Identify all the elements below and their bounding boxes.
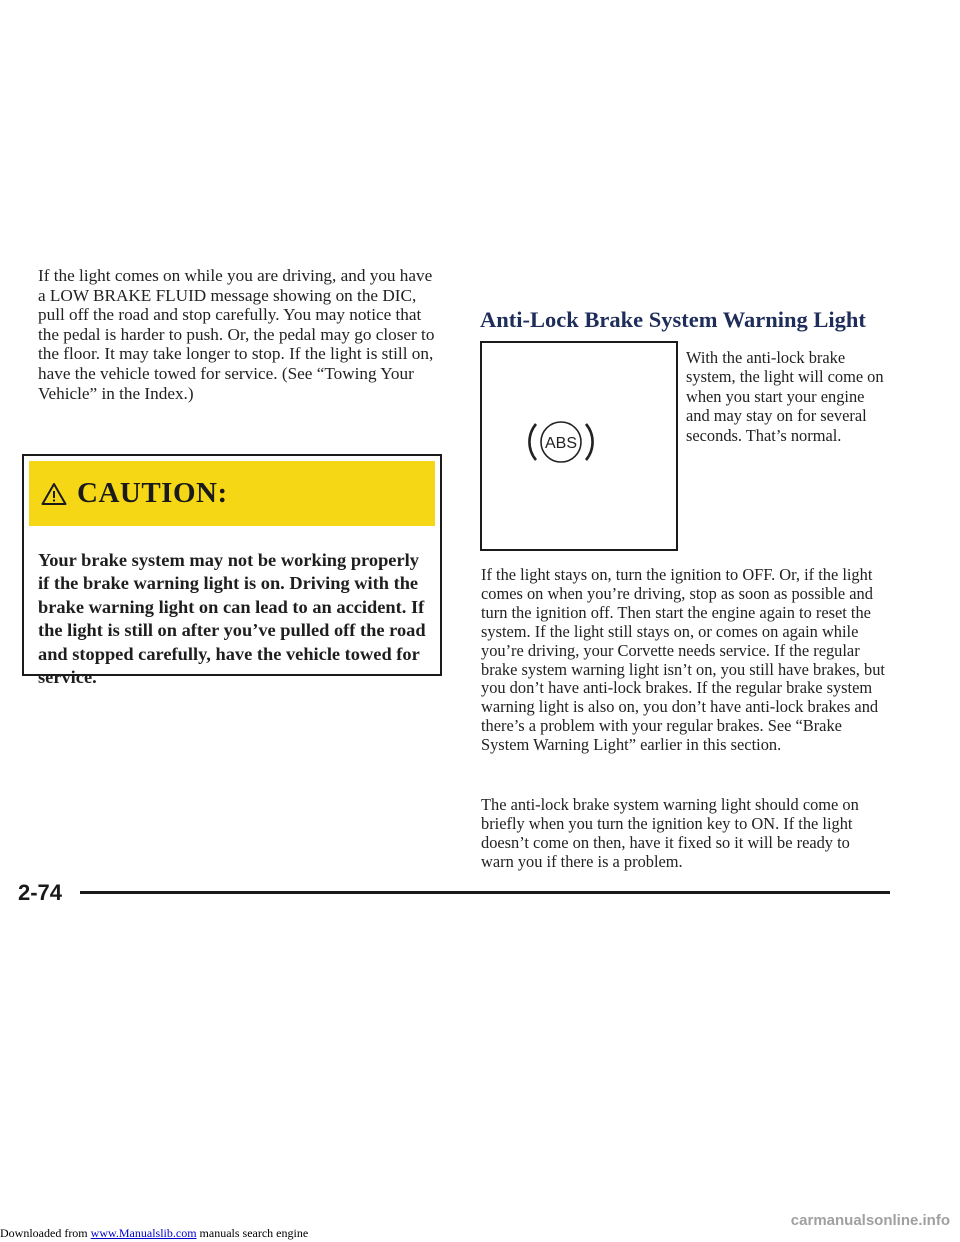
abs-illustration-box	[480, 341, 678, 551]
page-number: 2-74	[18, 880, 63, 905]
caution-text: Your brake system may not be working properly if the brake warning light is on. Driving with the brake warning light on can lead to an accident. If the light is still on after you’ve pulled off the road and stopped carefully, have the vehicle towed for service.	[38, 550, 426, 688]
abs-paragraph-2: The anti-lock brake system warning light should come on briefly when you turn the ignition key to ON. If the light doesn’t come on then, have it fixed so it will be ready to warn you if there is a problem.	[481, 795, 859, 871]
caution-box	[22, 454, 442, 688]
abs-paragraph-1: If the light stays on, turn the ignition to OFF. Or, if the light comes on when you’re driving, stop as soon as possible and turn the ignition off. Then start the engine again to reset the system. If the light still stays on, or comes on again while you’re driving, your Corvette needs service. If the regular brake system warning light isn’t on, you still have brakes, but you don’t have anti-lock brakes. If the regular brake system warning light is also on, you don’t have anti-lock brakes and there’s a problem with your regular brakes. See “Brake System Warning Light” earlier in this section.	[481, 565, 885, 755]
warning-triangle-icon	[41, 482, 67, 506]
footer-rule	[80, 891, 890, 894]
watermark: carmanualsonline.info	[790, 1212, 950, 1229]
intro-paragraph: If the light comes on while you are driving, and you have a LOW BRAKE FLUID message showing on the DIC, pull off the road and stop carefully. You may notice that the pedal is harder to push. Or, the pedal may go closer to the floor. It may take longer to stop. If the light is still on, have the vehicle towed for service. (See “Towing Your Vehicle” in the Index.)	[38, 266, 435, 403]
banner-suffix: manuals search engine	[196, 1226, 309, 1240]
caution-title: CAUTION:	[77, 477, 228, 509]
abs-side-text: With the anti-lock brake system, the light will come on when you start your engine and may stay on for several seconds. That’s normal.	[686, 348, 884, 445]
abs-icon-label: ABS	[544, 435, 578, 452]
abs-warning-icon	[502, 407, 620, 477]
manualslib-link[interactable]: www.Manualslib.com	[90, 1226, 197, 1240]
caution-header	[29, 461, 435, 526]
download-banner	[0, 1226, 308, 1241]
section-heading: Anti-Lock Brake System Warning Light	[480, 307, 866, 332]
banner-prefix: Downloaded from	[0, 1226, 91, 1240]
